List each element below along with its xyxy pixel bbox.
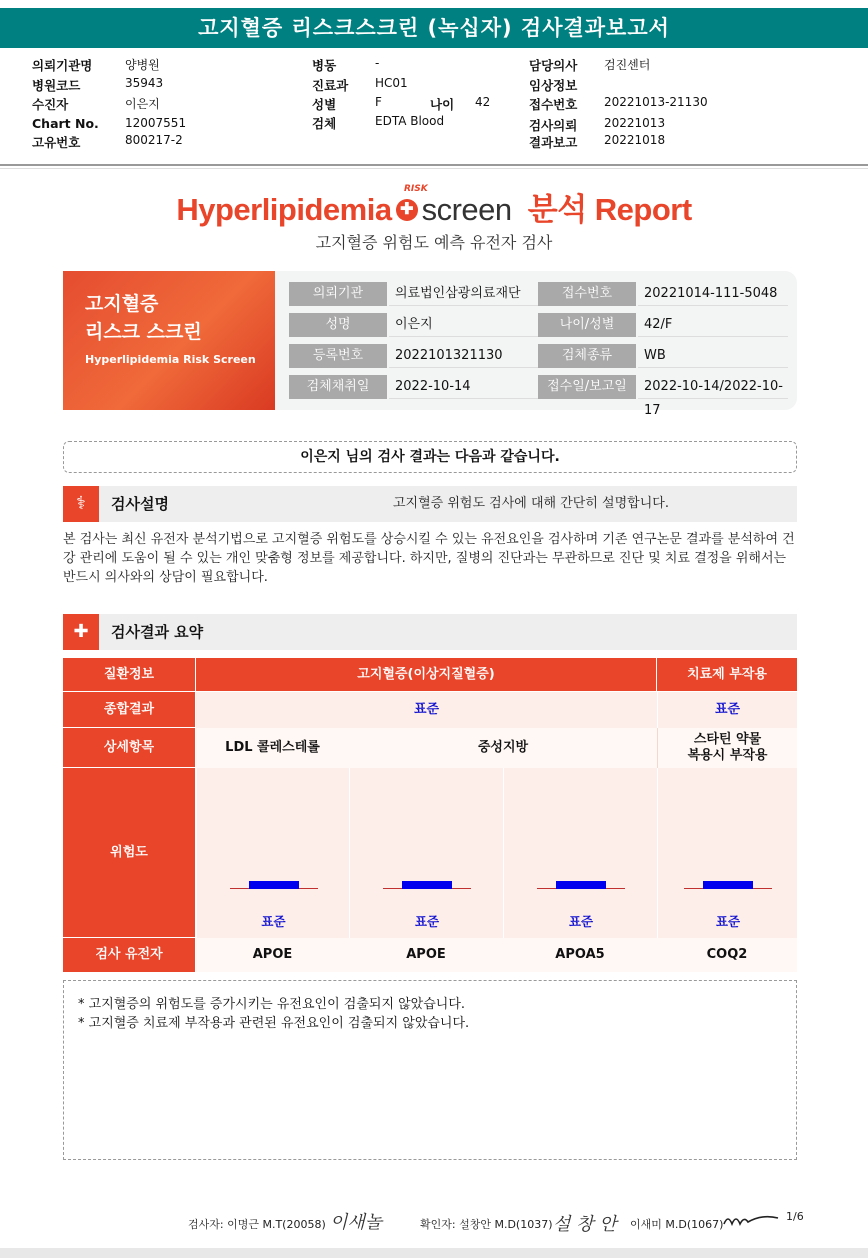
risk-gauge-bar (249, 881, 299, 889)
gene-cell: APOA5 (503, 938, 657, 972)
chart-no-value: 12007551 (125, 116, 187, 130)
panel-label: 등록번호 (289, 344, 387, 368)
panel-value: 2022-10-14 (389, 375, 539, 399)
row-label-detail: 상세항목 (63, 728, 196, 768)
overall-side: 표준 (657, 692, 797, 728)
panel-banner (63, 271, 275, 410)
panel-title-en: Hyperlipidemia Risk Screen (85, 353, 256, 366)
header-divider-thin (0, 168, 868, 169)
overall-main: 표준 (196, 692, 657, 728)
section-summary-header (63, 614, 797, 650)
brand-risk: RISK (404, 184, 428, 194)
risk-gauge-bar (556, 881, 606, 889)
risk-gauge-bar (402, 881, 452, 889)
clinical-info-label: 임상정보 (529, 78, 578, 93)
age-label: 나이 (430, 97, 455, 112)
confirmer-name: 확인자: 설창안 M.D(1037) (420, 1218, 553, 1231)
brand-part3: 분석 Report (527, 192, 692, 227)
medical-folder-icon: ✚ (63, 614, 99, 650)
confirmer-signature: 설 창 안 (553, 1214, 617, 1235)
row-label-risk: 위험도 (63, 768, 196, 938)
detail-side: 스타틴 약물 복용시 부작용 (657, 728, 797, 768)
brand-part2: screen (421, 192, 512, 227)
page-number: 1/6 (786, 1210, 804, 1223)
section-description-body: 본 검사는 최신 유전자 분석기법으로 고지혈증 위험도를 상승시킬 수 있는 유전요인을 검사하며 기존 연구논문 결과를 분석하여 건강 관리에 도움이 될 수 있는 개인 맞춤형 정보를 제공합니다. 하지만, 질병의 진단과는 무관하므로 진단 및 치료 결정을 위해서는 반드시 의사와의 상담이 필요합니다. (63, 532, 795, 585)
page-bottom-bar (0, 1248, 868, 1258)
stethoscope-icon: ⚕ (63, 486, 99, 522)
risk-level-label: 표준 (715, 914, 741, 929)
risk-level-label: 표준 (261, 914, 286, 929)
panel-title-2: 리스크 스크린 (85, 321, 202, 343)
risk-cell (503, 768, 657, 938)
ward-label: 병동 (312, 58, 337, 73)
unique-no-value: 800217-2 (125, 133, 183, 147)
report-title: 고지혈증 리스크스크린 (녹십자) 검사결과보고서 (0, 8, 868, 48)
panel-label: 성명 (289, 313, 387, 337)
panel-title-1: 고지혈증 (85, 293, 159, 315)
panel-value: 20221014-111-5048 (638, 282, 788, 306)
doctor2-name: 이새미 M.D(1067) (630, 1218, 724, 1231)
patient-value: 이은지 (125, 97, 160, 111)
panel-label: 검체채취일 (289, 375, 387, 399)
gene-cell: COQ2 (657, 938, 797, 972)
note-line: * 고지혈증 치료제 부작용과 관련된 유전요인이 검출되지 않았습니다. (78, 1016, 470, 1031)
disease-side: 치료제 부작용 (657, 658, 797, 692)
dept-value: HC01 (375, 76, 408, 90)
row-label-overall: 종합결과 (63, 692, 196, 728)
brand-subtitle: 고지혈증 위험도 예측 유전자 검사 (315, 233, 553, 252)
note-line: * 고지혈증의 위험도를 증가시키는 유전요인이 검출되지 않았습니다. (78, 997, 466, 1012)
receipt-no-value: 20221013-21130 (604, 95, 708, 109)
header-divider (0, 164, 868, 166)
section-description-header (63, 486, 797, 522)
age-value: 42 (475, 95, 491, 109)
disease-main: 고지혈증(이상지질혈증) (196, 658, 657, 692)
risk-cell (657, 768, 797, 938)
row-label-gene: 검사 유전자 (63, 938, 196, 972)
risk-gauge-bar (703, 881, 753, 889)
specimen-label: 검체 (312, 116, 337, 131)
tester-signature: 이새놀 (330, 1212, 383, 1233)
panel-label: 의뢰기관 (289, 282, 387, 306)
brand-logo (0, 184, 868, 229)
result-greeting: 이은지 님의 검사 결과는 다음과 같습니다. (63, 441, 797, 473)
doctor2-signature (722, 1210, 780, 1230)
risk-cell (349, 768, 503, 938)
risk-level-label: 표준 (568, 914, 594, 929)
patient-label: 수진자 (32, 97, 69, 112)
request-date-value: 20221013 (604, 116, 666, 130)
doctor-label: 담당의사 (529, 58, 578, 73)
risk-level-label: 표준 (414, 914, 440, 929)
panel-value: 의료법인삼광의료재단 (389, 282, 539, 306)
patient-header (0, 56, 868, 152)
tester-name: 검사자: 이명근 M.T(20058) (188, 1218, 326, 1231)
panel-value: WB (638, 344, 788, 368)
sex-value: F (375, 95, 382, 109)
section-summary-title: 검사결과 요약 (111, 623, 204, 641)
panel-value: 2022-10-14/2022-10-17 (638, 375, 788, 399)
panel-value: 이은지 (389, 313, 539, 337)
hospital-name-label: 의뢰기관명 (32, 58, 93, 73)
row-label-disease: 질환정보 (63, 658, 196, 692)
section-description-title: 검사설명 (111, 495, 169, 513)
panel-label: 나이/성별 (538, 313, 636, 337)
specimen-value: EDTA Blood (375, 114, 445, 128)
detail-ldl: LDL 콜레스테롤 (196, 728, 349, 768)
chart-no-label: Chart No. (32, 116, 99, 131)
panel-label: 검체종류 (538, 344, 636, 368)
doctor-value: 검진센터 (604, 58, 651, 72)
info-panel (63, 271, 797, 418)
report-date-label: 결과보고 (529, 135, 578, 150)
unique-no-label: 고유번호 (32, 135, 81, 150)
hospital-code-value: 35943 (125, 76, 164, 90)
pill-icon: ✚ (396, 199, 418, 221)
panel-value: 42/F (638, 313, 788, 337)
hospital-name-value: 양병원 (125, 58, 160, 72)
ward-value: - (375, 56, 380, 70)
detail-tg: 중성지방 (349, 728, 657, 768)
dept-label: 진료과 (312, 78, 349, 93)
brand-part1: Hyperlipidemia (176, 192, 392, 227)
panel-value: 2022101321130 (389, 344, 539, 368)
gene-cell: APOE (196, 938, 349, 972)
sex-label: 성별 (312, 97, 337, 112)
gene-cell: APOE (349, 938, 503, 972)
request-date-label: 검사의뢰 (529, 118, 578, 133)
receipt-no-label: 접수번호 (529, 97, 578, 112)
panel-label: 접수번호 (538, 282, 636, 306)
risk-cell (196, 768, 349, 938)
hospital-code-label: 병원코드 (32, 78, 81, 93)
panel-label: 접수일/보고일 (538, 375, 636, 399)
report-date-value: 20221018 (604, 133, 666, 147)
section-description-note: 고지혈증 위험도 검사에 대해 간단히 설명합니다. (393, 496, 669, 511)
result-notes (63, 980, 797, 1160)
